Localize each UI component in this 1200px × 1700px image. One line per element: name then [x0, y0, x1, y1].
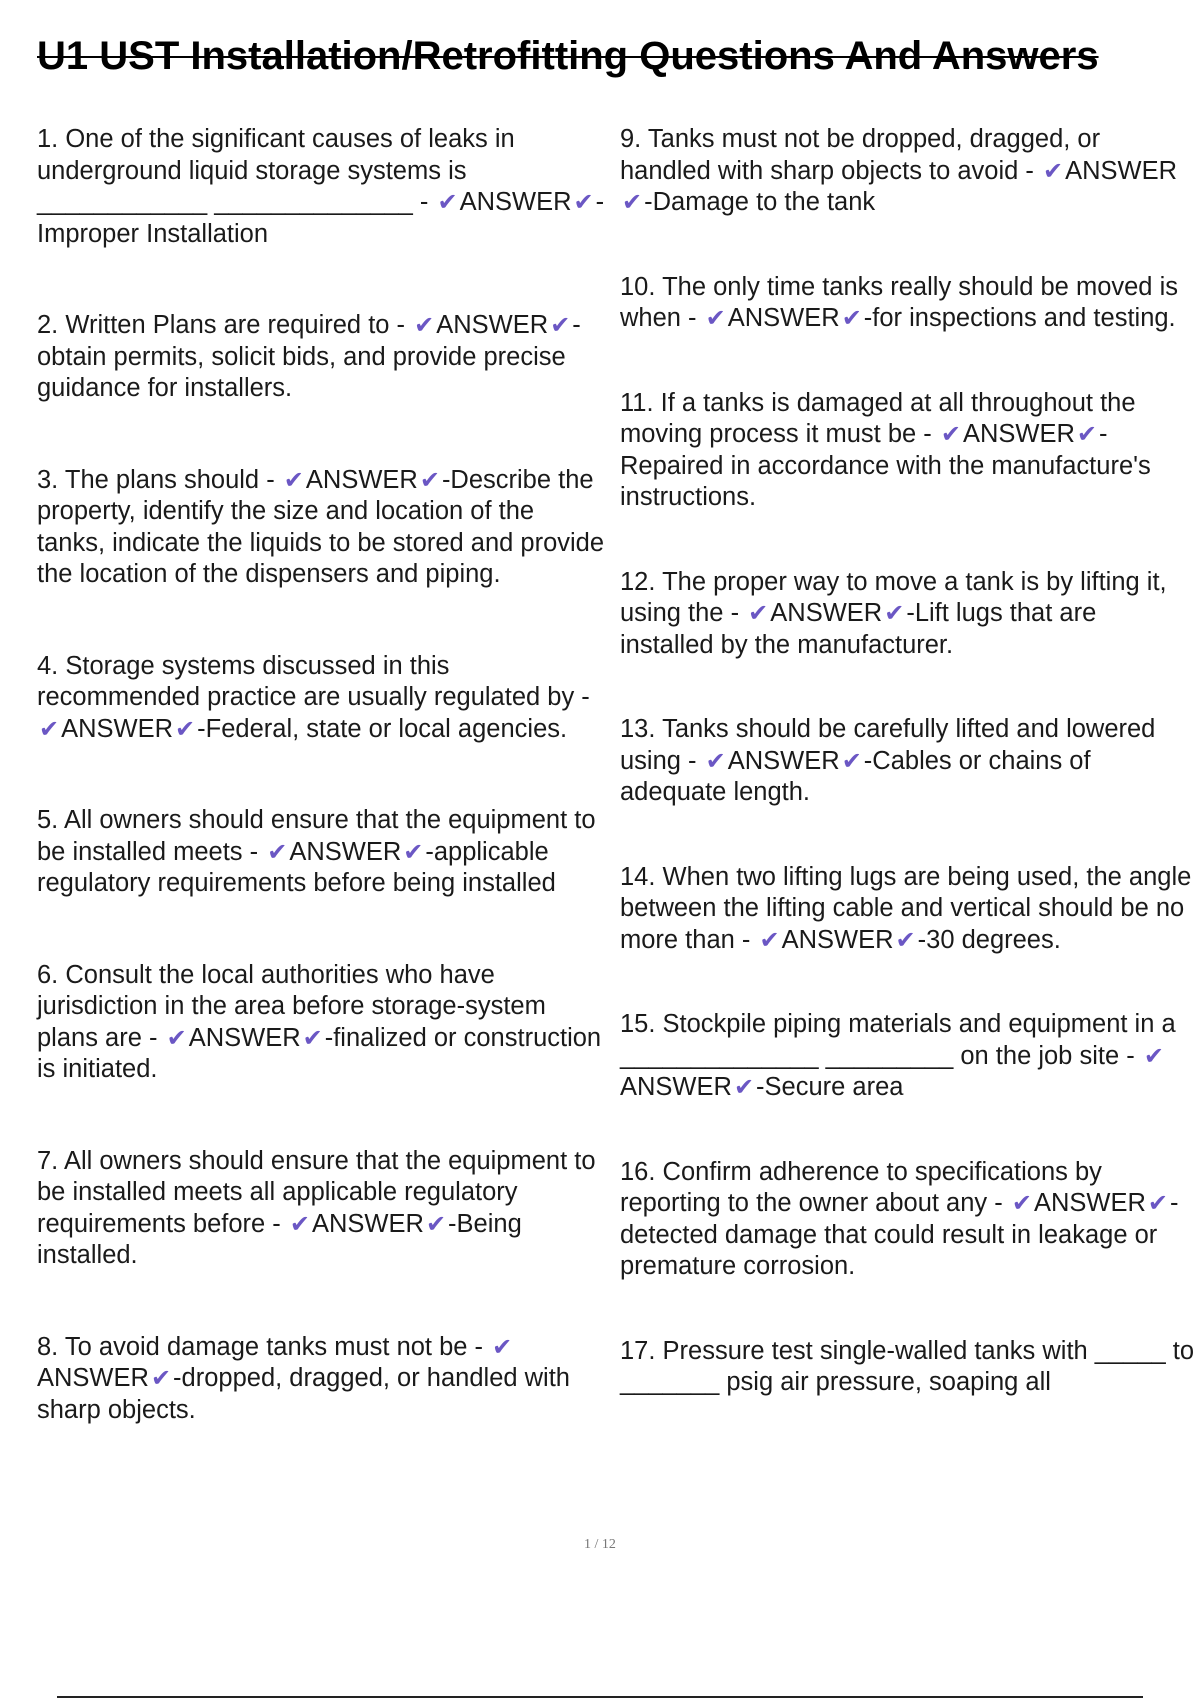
question-text: 13. Tanks should be carefully lifted and lowered using -	[620, 715, 1156, 775]
answer-text: -Repaired in accordance with the manufacture's instructions.	[620, 420, 1151, 511]
question-text: 12. The proper way to move a tank is by lifting it, using the -	[620, 567, 1167, 627]
answer-label: ANSWER	[289, 837, 402, 866]
answer-label: ANSWER	[727, 304, 840, 332]
answer-text: -dropped, dragged, or handled with sharp objects.	[37, 1364, 570, 1424]
answer-text: -Improper Installation	[37, 188, 605, 248]
answer-label: ANSWER	[1033, 1189, 1146, 1217]
answer-label: ANSWER	[61, 714, 174, 743]
question-text: 8. To avoid damage tanks must not be -	[37, 1332, 484, 1361]
checkmark-icon: ✔	[573, 189, 594, 216]
checkmark-icon: ✔	[895, 926, 916, 954]
checkmark-icon: ✔	[748, 600, 769, 627]
checkmark-icon: ✔	[267, 838, 288, 866]
qa-item	[37, 805, 607, 900]
checkmark-icon: ✔	[841, 305, 862, 332]
document-title: U1 UST Installation/Retrofitting Questions And Answers	[37, 34, 1099, 78]
checkmark-icon: ✔	[39, 715, 60, 743]
question-text: 1. One of the significant causes of leaks in underground liquid storage systems is ____________ ______________ -	[37, 125, 515, 216]
answer-label: ANSWER	[962, 420, 1075, 448]
checkmark-icon: ✔	[437, 189, 458, 216]
answer-text: -for inspections and testing.	[863, 304, 1176, 332]
answer-label: ANSWER	[620, 1073, 732, 1101]
question-text: 11. If a tanks is damaged at all throughout the moving process it must be -	[620, 388, 1136, 448]
question-text: 3. The plans should -	[37, 465, 275, 494]
question-text: 16. Confirm adherence to specifications by reporting to the owner about any -	[620, 1157, 1102, 1217]
checkmark-icon: ✔	[1143, 1042, 1164, 1070]
answer-label: ANSWER	[727, 746, 840, 775]
answer-label: ANSWER	[770, 599, 883, 627]
question-text: 7. All owners should ensure that the equipment to be installed meets all applicable regulatory requirements before -	[37, 1146, 596, 1238]
answer-text: -finalized or construction is initiated.	[37, 1023, 602, 1083]
qa-item	[620, 862, 1195, 957]
checkmark-icon: ✔	[705, 747, 726, 775]
qa-item	[37, 124, 607, 250]
checkmark-icon: ✔	[289, 1210, 310, 1238]
answer-label: ANSWER	[37, 1364, 149, 1392]
answer-text: -applicable regulatory requirements before being installed	[37, 837, 556, 897]
question-text: 9. Tanks must not be dropped, dragged, or handled with sharp objects to avoid -	[620, 125, 1101, 185]
checkmark-icon: ✔	[550, 312, 571, 339]
qa-item	[37, 960, 607, 1086]
checkmark-icon: ✔	[1011, 1190, 1032, 1217]
checkmark-icon: ✔	[492, 1333, 513, 1361]
qa-item	[37, 1332, 607, 1427]
qa-item-partial	[620, 1336, 1195, 1399]
page-number: 1 / 12	[584, 1537, 616, 1552]
checkmark-icon: ✔	[414, 312, 435, 339]
qa-item	[620, 1157, 1195, 1283]
answer-label: ANSWER	[781, 925, 894, 954]
checkmark-icon: ✔	[1043, 157, 1064, 185]
checkmark-icon: ✔	[940, 421, 961, 448]
checkmark-icon: ✔	[425, 1210, 447, 1238]
answer-text: -Describe the property, identify the size and location of the tanks, indicate the liquids to be stored and provide the location of the dispensers and piping.	[37, 465, 605, 588]
checkmark-icon: ✔	[283, 466, 304, 494]
checkmark-icon: ✔	[175, 715, 196, 743]
qa-item	[37, 651, 607, 746]
checkmark-icon: ✔	[841, 747, 862, 775]
answer-text: -detected damage that could result in leakage or premature corrosion.	[620, 1189, 1179, 1280]
checkmark-icon: ✔	[150, 1365, 172, 1392]
answer-label: ANSWER	[1065, 156, 1178, 185]
checkmark-icon: ✔	[1076, 421, 1098, 448]
qa-item	[620, 567, 1195, 662]
qa-item	[620, 124, 1195, 219]
question-text: 2. Written Plans are required to -	[37, 311, 406, 339]
qa-item	[620, 714, 1195, 809]
qa-item	[37, 1146, 607, 1272]
qa-item	[620, 272, 1195, 335]
checkmark-icon: ✔	[1147, 1190, 1168, 1217]
checkmark-icon: ✔	[759, 926, 780, 954]
answer-text: -Federal, state or local agencies.	[197, 714, 568, 743]
answer-label: ANSWER	[312, 1209, 424, 1238]
question-text: 15. Stockpile piping materials and equipment in a ______________ _________ on the job site -	[620, 1010, 1176, 1070]
qa-item	[620, 1009, 1195, 1104]
checkmark-icon: ✔	[705, 305, 726, 332]
checkmark-icon: ✔	[166, 1024, 187, 1052]
checkmark-icon: ✔	[302, 1024, 323, 1052]
answer-text: -Being installed.	[37, 1209, 522, 1269]
answer-text: -obtain permits, solicit bids, and provide precise guidance for installers.	[37, 311, 581, 402]
checkmark-icon: ✔	[733, 1074, 755, 1101]
checkmark-icon: ✔	[884, 600, 905, 627]
answer-label: ANSWER	[188, 1023, 301, 1052]
answer-text: -Damage to the tank	[644, 188, 876, 216]
question-text: 4. Storage systems discussed in this recommended practice are usually regulated by -	[37, 651, 590, 711]
question-text: 17. Pressure test single-walled tanks with _____ to _______ psig air pressure, soaping all	[620, 1336, 1195, 1396]
footer-divider	[57, 1696, 1143, 1698]
question-text: 10. The only time tanks really should be moved is when -	[620, 272, 1178, 332]
question-text: 6. Consult the local authorities who have jurisdiction in the area before storage-system plans are -	[37, 960, 546, 1052]
checkmark-icon: ✔	[419, 466, 440, 494]
qa-item	[620, 388, 1195, 514]
answer-label: ANSWER	[305, 465, 418, 494]
answer-label: ANSWER	[436, 311, 549, 339]
left-column	[37, 124, 607, 1486]
qa-item	[37, 465, 607, 591]
answer-text: -Lift lugs that are installed by the manufacturer.	[620, 599, 1097, 659]
question-text: 14. When two lifting lugs are being used, the angle between the lifting cable and vertical should be no more than -	[620, 862, 1192, 954]
answer-label: ANSWER	[459, 188, 572, 216]
right-column	[620, 124, 1195, 1452]
answer-text: -Secure area	[756, 1073, 904, 1101]
question-text: 5. All owners should ensure that the equipment to be installed meets -	[37, 806, 596, 866]
answer-text: -30 degrees.	[917, 925, 1061, 954]
checkmark-icon: ✔	[403, 838, 424, 866]
qa-item	[37, 310, 607, 405]
checkmark-icon: ✔	[622, 189, 643, 216]
answer-text: -Cables or chains of adequate length.	[620, 746, 1091, 806]
